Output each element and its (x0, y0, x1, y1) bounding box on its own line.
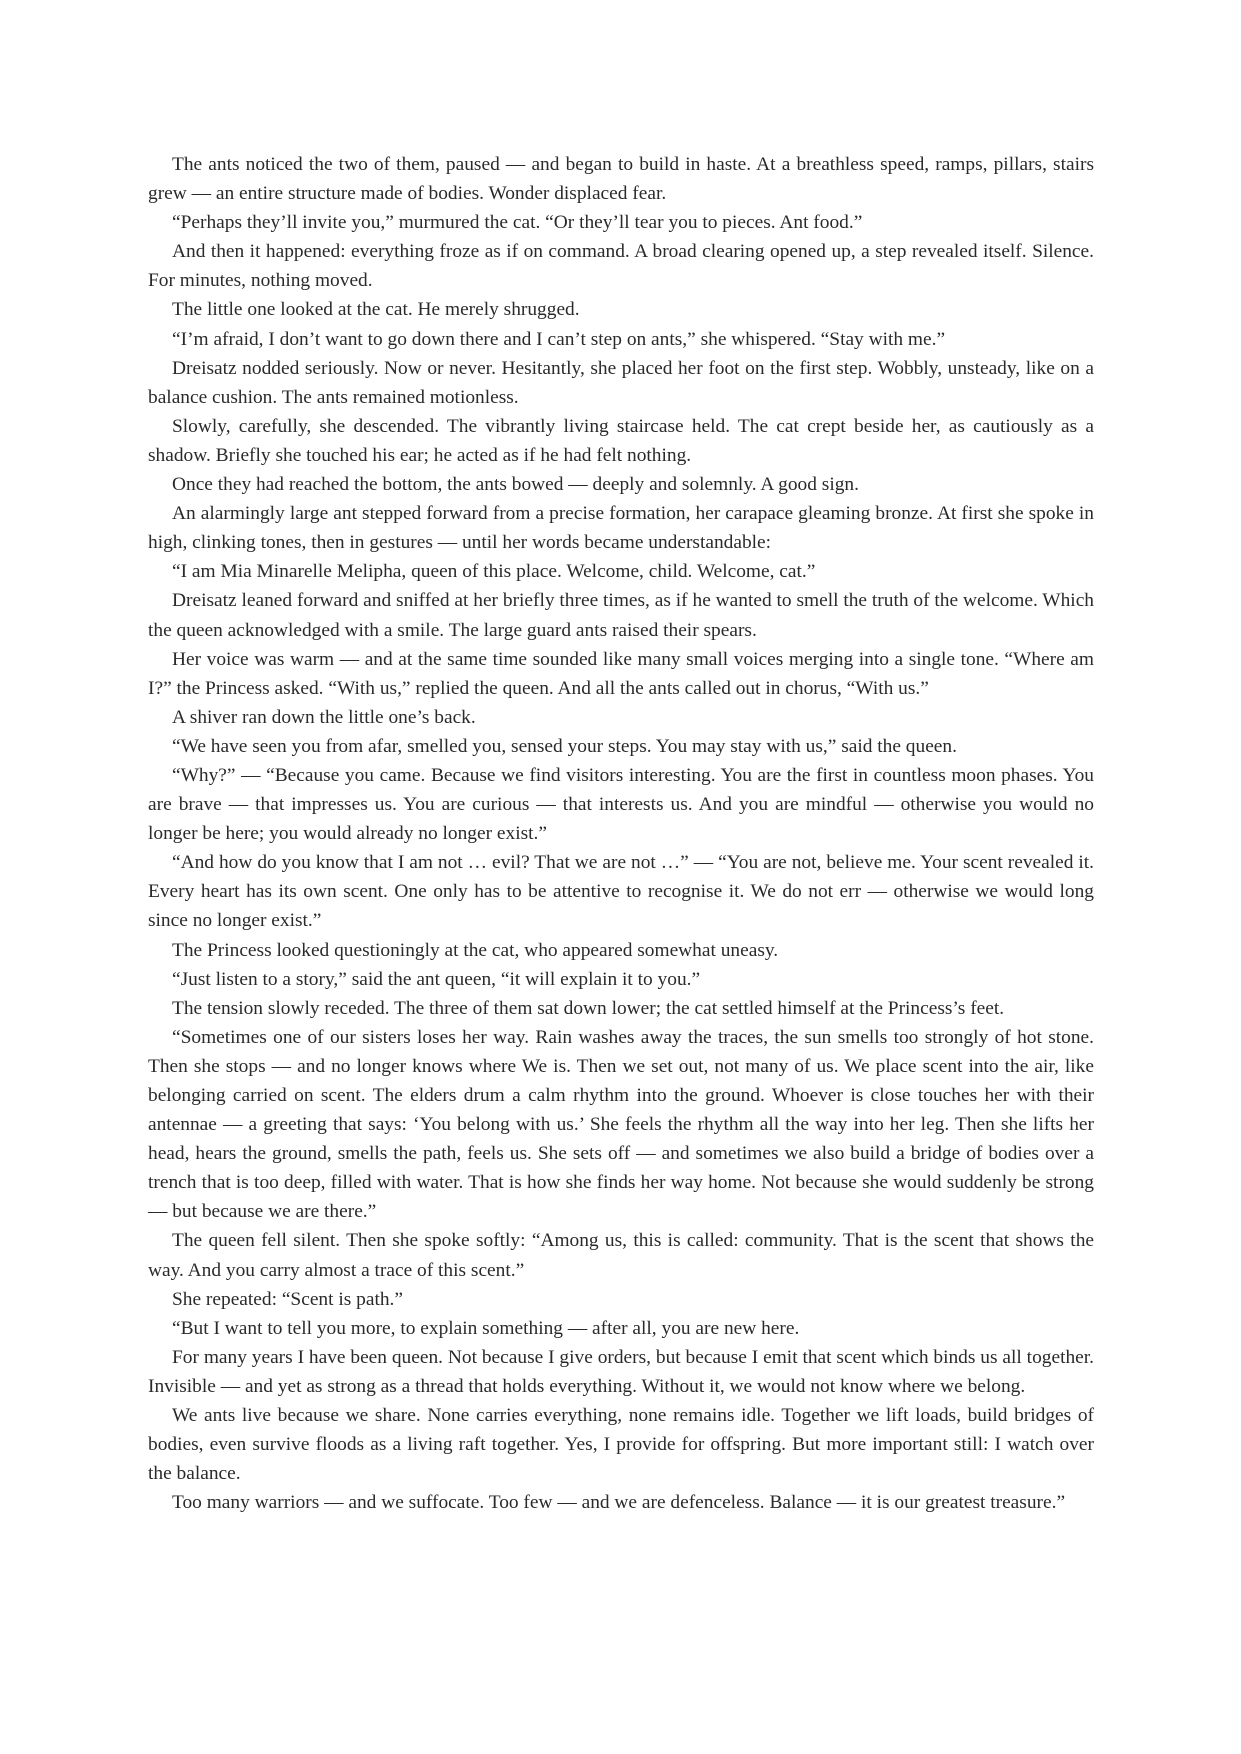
paragraph-3: And then it happened: everything froze as if on command. A broad clearing opened up, a step revealed itself. Silence. For minutes, nothing moved. (148, 241, 1094, 292)
paragraph-5: “I’m afraid, I don’t want to go down there and I can’t step on ants,” she whispered. “Stay with me.” (172, 328, 946, 350)
paragraph-23: “But I want to tell you more, to explain something — after all, you are new here. (172, 1317, 800, 1339)
paragraph-19: The tension slowly receded. The three of them sat down lower; the cat settled himself at the Princess’s feet. (172, 997, 1005, 1019)
paragraph-11: Dreisatz leaned forward and sniffed at her briefly three times, as if he wanted to smell the truth of the welcome. Which the queen acknowledged with a smile. The large guard ants raised their spears. (148, 590, 1094, 641)
page-body (148, 150, 1094, 1517)
paragraph-16: “And how do you know that I am not … evil? That we are not …” — “You are not, believe me. Your scent revealed it. Every heart has its own scent. One only has to be attentive to recognise it. We do not err — otherwise we would long since no longer exist.” (148, 852, 1094, 932)
paragraph-17: The Princess looked questioningly at the cat, who appeared somewhat uneasy. (172, 939, 779, 961)
paragraph-9: An alarmingly large ant stepped forward from a precise formation, her carapace gleaming bronze. At first she spoke in high, clinking tones, then in gestures — until her words became understandable: (148, 503, 1094, 554)
paragraph-20: “Sometimes one of our sisters loses her way. Rain washes away the traces, the sun smells too strongly of hot stone. Then she stops — and no longer knows where We is. Then we set out, not many of us. We place scent into the air, like belonging carried on scent. The elders drum a calm rhythm into the ground. Whoever is close touches her with their antennae — a greeting that says: ‘You belong with us.’ She feels the rhythm all the way into her leg. Then she lifts her head, hears the ground, smells the path, feels us. She sets off — and sometimes we also build a bridge of bodies over a trench that is too deep, filled with water. That is how she finds her way home. Not because she would suddenly be strong — but because we are there.” (148, 1026, 1094, 1223)
paragraph-6: Dreisatz nodded seriously. Now or never. Hesitantly, she placed her foot on the first step. Wobbly, unsteady, like on a balance cushion. The ants remained motionless. (148, 357, 1094, 408)
paragraph-22: She repeated: “Scent is path.” (172, 1288, 403, 1310)
paragraph-13: A shiver ran down the little one’s back. (172, 706, 476, 728)
paragraph-26: Too many warriors — and we suffocate. Too few — and we are defenceless. Balance — it is our greatest treasure.” (172, 1492, 1066, 1514)
paragraph-1: The ants noticed the two of them, paused — and began to build in haste. At a breathless speed, ramps, pillars, stairs grew — an entire structure made of bodies. Wonder displaced fear. (148, 154, 1094, 205)
paragraph-25: We ants live because we share. None carries everything, none remains idle. Together we lift loads, build bridges of bodies, even survive floods as a living raft together. Yes, I provide for offspring. But more important still: I watch over the balance. (148, 1405, 1094, 1485)
paragraph-12: Her voice was warm — and at the same time sounded like many small voices merging into a single tone. “Where am I?” the Princess asked. “With us,” replied the queen. And all the ants called out in chorus, “With us.” (148, 648, 1094, 699)
paragraph-14: “We have seen you from afar, smelled you, sensed your steps. You may stay with us,” said the queen. (172, 735, 957, 757)
paragraph-21: The queen fell silent. Then she spoke softly: “Among us, this is called: community. That is the scent that shows the way. And you carry almost a trace of this scent.” (148, 1230, 1094, 1281)
paragraph-10: “I am Mia Minarelle Melipha, queen of this place. Welcome, child. Welcome, cat.” (172, 561, 816, 583)
paragraph-8: Once they had reached the bottom, the ants bowed — deeply and solemnly. A good sign. (172, 474, 859, 496)
paragraph-2: “Perhaps they’ll invite you,” murmured the cat. “Or they’ll tear you to pieces. Ant food.” (172, 212, 863, 234)
paragraph-15: “Why?” — “Because you came. Because we find visitors interesting. You are the first in countless moon phases. You are brave — that impresses us. You are curious — that interests us. And you are mindful — otherwise you would no longer be here; you would already no longer exist.” (148, 764, 1094, 845)
paragraph-7: Slowly, carefully, she descended. The vibrantly living staircase held. The cat crept beside her, as cautiously as a shadow. Briefly she touched his ear; he acted as if he had felt nothing. (148, 415, 1094, 466)
paragraph-4: The little one looked at the cat. He merely shrugged. (172, 299, 580, 321)
paragraph-24: For many years I have been queen. Not because I give orders, but because I emit that scent which binds us all together. Invisible — and yet as strong as a thread that holds everything. Without it, we would not know where we belong. (148, 1346, 1094, 1397)
paragraph-18: “Just listen to a story,” said the ant queen, “it will explain it to you.” (172, 968, 701, 990)
